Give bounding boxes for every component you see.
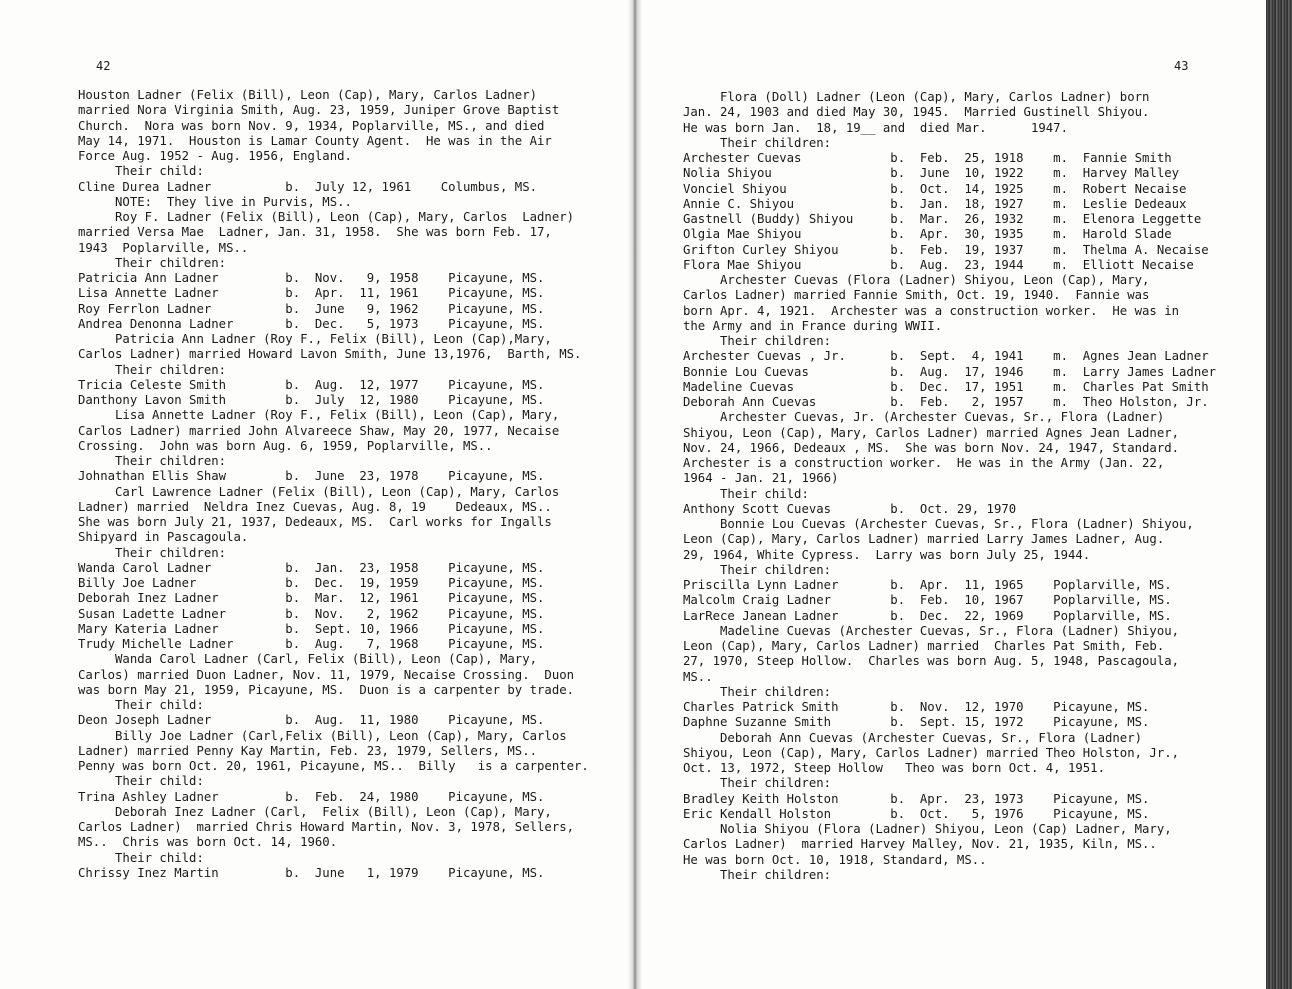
text-line: Carl Lawrence Ladner (Felix (Bill), Leon (Cap), Mary, Carlos <box>78 484 560 499</box>
text-line: Their child: <box>78 164 204 179</box>
text-line: Their child: <box>78 850 204 865</box>
text-line: NOTE: They live in Purvis, MS.. <box>78 194 352 209</box>
text-line: May 14, 1971. Houston is Lamar County Agent. He was in the Air <box>78 133 552 148</box>
text-line: Wanda Carol Ladner (Carl, Felix (Bill), Leon (Cap), Mary, <box>78 652 538 667</box>
text-line: Johnathan Ellis Shaw b. June 23, 1978 Picayune, MS. <box>78 469 545 484</box>
text-line: Wanda Carol Ladner b. Jan. 23, 1958 Picayune, MS. <box>78 560 545 575</box>
text-line: Billy Joe Ladner (Carl,Felix (Bill), Leon (Cap), Mary, Carlos <box>78 728 567 743</box>
text-line: Carlos Ladner) married Howard Lavon Smith, June 13,1976, Barth, MS. <box>78 347 582 362</box>
text-line: Deborah Inez Ladner (Carl, Felix (Bill), Leon (Cap), Mary, <box>78 804 552 819</box>
text-line: MS.. Chris was born Oct. 14, 1960. <box>78 835 338 850</box>
page-text-block <box>683 90 1216 883</box>
text-line: Their child: <box>683 486 809 501</box>
page-text-block <box>78 88 589 881</box>
text-line: Force Aug. 1952 - Aug. 1956, England. <box>78 149 352 163</box>
text-line: Church. Nora was born Nov. 9, 1934, Poplarville, MS., and died <box>78 118 545 133</box>
text-line: married Versa Mae Ladner, Jan. 31, 1958. She was born Feb. 17, <box>78 225 552 240</box>
left-page <box>0 0 632 989</box>
text-line: Carlos) married Duon Ladner, Nov. 11, 1979, Necaise Crossing. Duon <box>78 667 575 682</box>
text-line: Jan. 24, 1903 and died May 30, 1945. Married Gustinell Shiyou. <box>683 105 1150 120</box>
text-line: Their children: <box>683 867 832 882</box>
text-line: Roy F. Ladner (Felix (Bill), Leon (Cap), Mary, Carlos Ladner) <box>78 210 575 224</box>
text-line: Ladner) married Neldra Inez Cuevas, Aug. 8, 19 Dedeaux, MS.. <box>78 499 552 514</box>
text-line: Bonnie Lou Cuevas b. Aug. 17, 1946 m. Larry James Ladner <box>683 364 1217 379</box>
text-line: Cline Durea Ladner b. July 12, 1961 Columbus, MS. <box>78 179 538 194</box>
text-line: Carlos Ladner) married John Alvareece Shaw, May 20, 1977, Necaise <box>78 423 560 438</box>
text-line: Annie C. Shiyou b. Jan. 18, 1927 m. Leslie Dedeaux <box>683 196 1187 211</box>
text-line: Carlos Ladner) married Fannie Smith, Oct. 19, 1940. Fannie was <box>683 288 1150 303</box>
page-number: 43 <box>1174 59 1189 73</box>
text-line: Oct. 13, 1972, Steep Hollow Theo was born Oct. 4, 1951. <box>683 761 1105 775</box>
text-line: Grifton Curley Shiyou b. Feb. 19, 1937 m. Thelma A. Necaise <box>683 242 1209 257</box>
text-line: Flora Mae Shiyou b. Aug. 23, 1944 m. Elliott Necaise <box>683 257 1194 272</box>
text-line: 1964 - Jan. 21, 1966) <box>683 471 839 486</box>
text-line: Their children: <box>683 776 832 791</box>
text-line: Archester Cuevas (Flora (Ladner) Shiyou, Leon (Cap), Mary, <box>683 273 1150 287</box>
text-line: Malcolm Craig Ladner b. Feb. 10, 1967 Poplarville, MS. <box>683 593 1172 608</box>
text-line: the Army and in France during WWII. <box>683 318 943 333</box>
text-line: Their child: <box>78 774 204 789</box>
text-line: Their children: <box>78 255 227 270</box>
text-line: Charles Patrick Smith b. Nov. 12, 1970 Picayune, MS. <box>683 700 1150 714</box>
text-line: Their children: <box>683 684 832 699</box>
text-line: Shiyou, Leon (Cap), Mary, Carlos Ladner) married Theo Holston, Jr., <box>683 745 1180 760</box>
text-line: Carlos Ladner) married Chris Howard Martin, Nov. 3, 1978, Sellers, <box>78 820 575 834</box>
text-line: Their children: <box>78 545 227 560</box>
text-line: Susan Ladette Ladner b. Nov. 2, 1962 Picayune, MS. <box>78 606 545 621</box>
text-line: Chrissy Inez Martin b. June 1, 1979 Picayune, MS. <box>78 865 545 880</box>
text-line: Billy Joe Ladner b. Dec. 19, 1959 Picayune, MS. <box>78 576 545 590</box>
text-line: Tricia Celeste Smith b. Aug. 12, 1977 Picayune, MS. <box>78 377 545 392</box>
text-line: Flora (Doll) Ladner (Leon (Cap), Mary, Carlos Ladner) born <box>683 90 1150 104</box>
text-line: Deborah Ann Cuevas (Archester Cuevas, Sr., Flora (Ladner) <box>683 730 1143 745</box>
text-line: Bradley Keith Holston b. Apr. 23, 1973 Picayune, MS. <box>683 791 1150 806</box>
text-line: Patricia Ann Ladner (Roy F., Felix (Bill), Leon (Cap),Mary, <box>78 332 552 346</box>
text-line: Archester is a construction worker. He was in the Army (Jan. 22, <box>683 456 1165 470</box>
text-line: Gastnell (Buddy) Shiyou b. Mar. 26, 1932 m. Elenora Leggette <box>683 212 1202 226</box>
page-number: 42 <box>96 59 111 73</box>
text-line: Their children: <box>683 334 832 348</box>
text-line: Anthony Scott Cuevas b. Oct. 29, 1970 <box>683 501 1017 516</box>
text-line: Archester Cuevas , Jr. b. Sept. 4, 1941 m. Agnes Jean Ladner <box>683 349 1209 364</box>
text-line: Nolia Shiyou (Flora (Ladner) Shiyou, Leon (Cap) Ladner, Mary, <box>683 822 1172 836</box>
text-line: Mary Kateria Ladner b. Sept. 10, 1966 Picayune, MS. <box>78 621 545 636</box>
text-line: Their children: <box>78 362 227 377</box>
text-line: She was born July 21, 1937, Dedeaux, MS. Carl works for Ingalls <box>78 515 552 529</box>
text-line: 1943 Poplarville, MS.. <box>78 240 249 255</box>
text-line: Archester Cuevas, Jr. (Archester Cuevas, Sr., Flora (Ladner) <box>683 410 1165 425</box>
text-line: Leon (Cap), Mary, Carlos Ladner) married Larry James Ladner, Aug. <box>683 532 1165 547</box>
text-line: Madeline Cuevas (Archester Cuevas, Sr., Flora (Ladner) Shiyou, <box>683 623 1180 638</box>
text-line: LarRece Janean Ladner b. Dec. 22, 1969 Poplarville, MS. <box>683 608 1172 623</box>
text-line: Nolia Shiyou b. June 10, 1922 m. Harvey Malley <box>683 166 1180 181</box>
text-line: Danthony Lavon Smith b. July 12, 1980 Picayune, MS. <box>78 393 545 407</box>
text-line: Bonnie Lou Cuevas (Archester Cuevas, Sr., Flora (Ladner) Shiyou, <box>683 517 1194 531</box>
text-line: Their children: <box>78 454 227 468</box>
text-line: Their children: <box>683 562 832 577</box>
text-line: Trudy Michelle Ladner b. Aug. 7, 1968 Picayune, MS. <box>78 637 545 651</box>
text-line: Priscilla Lynn Ladner b. Apr. 11, 1965 Poplarville, MS. <box>683 578 1172 592</box>
text-line: Madeline Cuevas b. Dec. 17, 1951 m. Charles Pat Smith <box>683 379 1209 394</box>
text-line: Leon (Cap), Mary, Carlos Ladner) married Charles Pat Smith, Feb. <box>683 639 1165 653</box>
text-line: Lisa Annette Ladner b. Apr. 11, 1961 Picayune, MS. <box>78 286 545 301</box>
text-line: Trina Ashley Ladner b. Feb. 24, 1980 Picayune, MS. <box>78 789 545 804</box>
text-line: Eric Kendall Holston b. Oct. 5, 1976 Picayune, MS. <box>683 806 1150 821</box>
text-line: Andrea Denonna Ladner b. Dec. 5, 1973 Picayune, MS. <box>78 316 545 331</box>
text-line: Penny was born Oct. 20, 1961, Picayune, MS.. Billy is a carpenter. <box>78 759 589 773</box>
text-line: Deborah Ann Cuevas b. Feb. 2, 1957 m. Theo Holston, Jr. <box>683 395 1209 409</box>
text-line: Roy Ferrlon Ladner b. June 9, 1962 Picayune, MS. <box>78 301 545 316</box>
text-line: born Apr. 4, 1921. Archester was a construction worker. He was in <box>683 303 1180 318</box>
text-line: Deborah Inez Ladner b. Mar. 12, 1961 Picayune, MS. <box>78 591 545 606</box>
text-line: Crossing. John was born Aug. 6, 1959, Poplarville, MS.. <box>78 438 493 453</box>
text-line: He was born Jan. 18, 19__ and died Mar. 1947. <box>683 120 1068 135</box>
text-line: Houston Ladner (Felix (Bill), Leon (Cap), Mary, Carlos Ladner) <box>78 88 538 102</box>
right-page <box>640 0 1292 989</box>
text-line: Vonciel Shiyou b. Oct. 14, 1925 m. Robert Necaise <box>683 181 1187 196</box>
text-line: Olgia Mae Shiyou b. Apr. 30, 1935 m. Harold Slade <box>683 227 1172 242</box>
text-line: was born May 21, 1959, Picayune, MS. Duon is a carpenter by trade. <box>78 682 575 697</box>
text-line: Nov. 24, 1966, Dedeaux , MS. She was born Nov. 24, 1947, Standard. <box>683 440 1180 455</box>
text-line: Their children: <box>683 135 832 150</box>
text-line: Daphne Suzanne Smith b. Sept. 15, 1972 Picayune, MS. <box>683 715 1150 730</box>
text-line: Deon Joseph Ladner b. Aug. 11, 1980 Picayune, MS. <box>78 713 545 728</box>
text-line: married Nora Virginia Smith, Aug. 23, 1959, Juniper Grove Baptist <box>78 103 560 118</box>
text-line: Carlos Ladner) married Harvey Malley, Nov. 21, 1935, Kiln, MS.. <box>683 837 1157 852</box>
text-line: Ladner) married Penny Kay Martin, Feb. 23, 1979, Sellers, MS.. <box>78 743 538 758</box>
text-line: 27, 1970, Steep Hollow. Charles was born Aug. 5, 1948, Pascagoula, <box>683 654 1180 669</box>
text-line: MS.. <box>683 669 713 684</box>
text-line: Their child: <box>78 698 204 712</box>
text-line: Patricia Ann Ladner b. Nov. 9, 1958 Picayune, MS. <box>78 271 545 285</box>
text-line: 29, 1964, White Cypress. Larry was born July 25, 1944. <box>683 547 1091 562</box>
text-line: Shipyard in Pascagoula. <box>78 530 249 545</box>
page-edge-shadow <box>1266 0 1292 989</box>
text-line: He was born Oct. 10, 1918, Standard, MS.. <box>683 852 987 867</box>
text-line: Archester Cuevas b. Feb. 25, 1918 m. Fannie Smith <box>683 151 1172 165</box>
text-line: Shiyou, Leon (Cap), Mary, Carlos Ladner) married Agnes Jean Ladner, <box>683 425 1180 440</box>
text-line: Lisa Annette Ladner (Roy F., Felix (Bill), Leon (Cap), Mary, <box>78 408 560 423</box>
